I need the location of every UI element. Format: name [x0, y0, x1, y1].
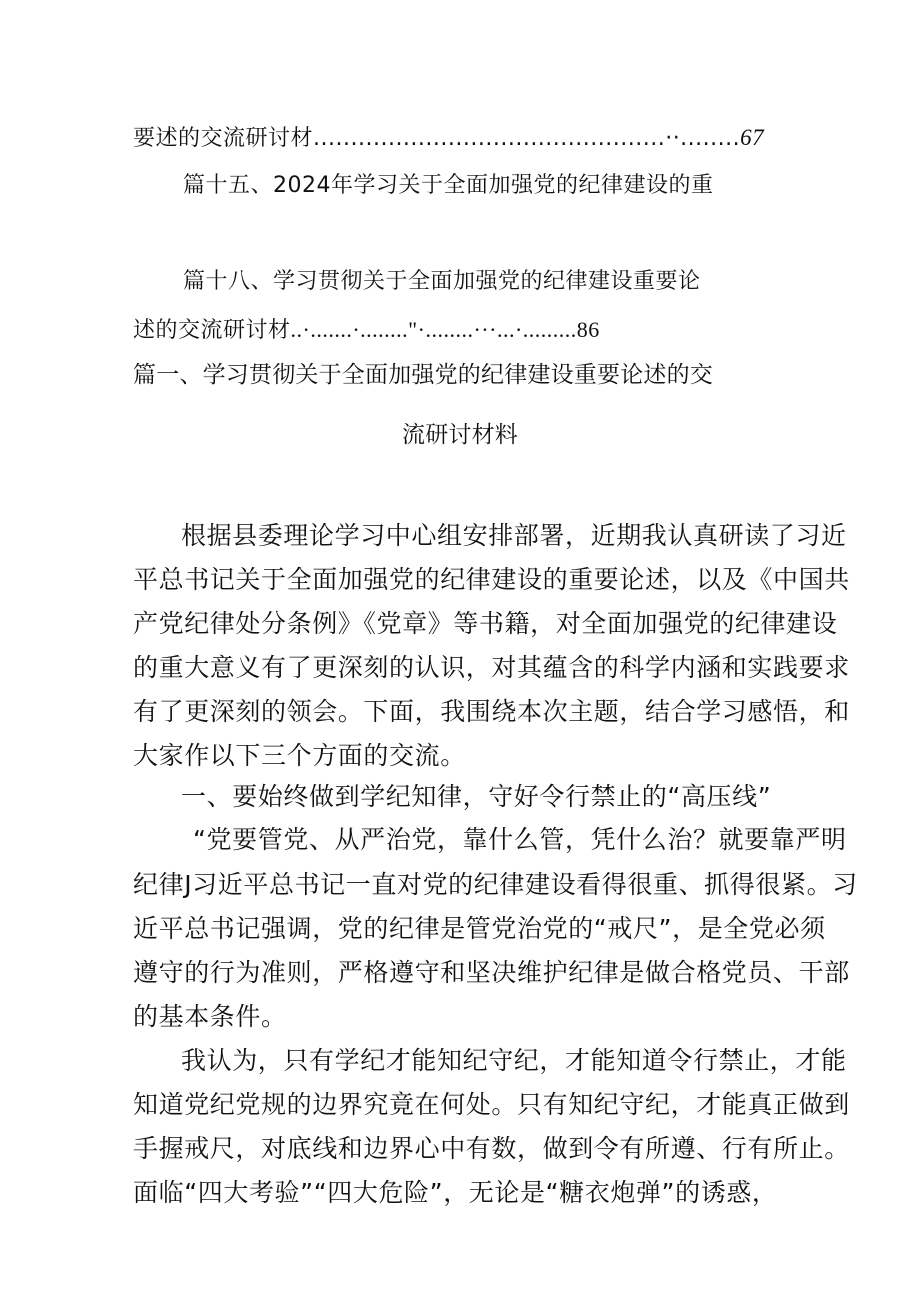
body-line: 根据县委理论学习中心组安排部署，近期我认真研读了习近	[181, 521, 847, 550]
article-title-line-2-text: 流研讨材料	[402, 422, 518, 448]
toc-page-number: 86	[576, 317, 600, 342]
body-line: 纪律J习近平总书记一直对党的纪律建设看得很重、抓得很紧。习	[133, 870, 858, 899]
toc-leader-dots: ..·.......·........"·........···...·.........	[290, 317, 577, 342]
toc-entry-text: 述的交流研讨材	[133, 318, 291, 343]
article-title-line-1: 篇一、学习贯彻关于全面加强党的纪律建设重要论述的交	[133, 362, 713, 388]
body-line: 遵守的行为准则，严格遵守和坚决维护纪律是做合格党员、干部	[133, 958, 850, 987]
toc-entry	[133, 313, 600, 348]
toc-entry	[183, 265, 701, 299]
body-line: 面临“四大考验”“四大危险”，无论是“糖衣炮弹”的诱惑，	[133, 1178, 778, 1207]
body-line: 近平总书记强调，党的纪律是管党治党的“戒尺”，是全党必须	[133, 914, 826, 943]
body-line: 的基本条件。	[133, 1002, 287, 1031]
body-line: 知道党纪党规的边界究竟在何处。只有知纪守纪，才能真正做到	[133, 1090, 850, 1119]
article-title-line-2	[0, 418, 920, 452]
body-line: 我认为，只有学纪才能知纪守纪，才能知道令行禁止，才能	[181, 1046, 847, 1075]
toc-leader-dots: ...............................................··........	[313, 126, 741, 151]
toc-entry-text: 篇十五、2024年学习关于全面加强党的纪律建设的重	[183, 173, 714, 198]
body-line: 大家作以下三个方面的交流。	[133, 741, 466, 770]
body-line: 平总书记关于全面加强党的纪律建设的重要论述，以及《中国共	[133, 565, 850, 594]
body-line: 有了更深刻的领会。下面，我围绕本次主题，结合学习感悟，和	[133, 697, 850, 726]
toc-entry-text: 要述的交流研讨材	[133, 126, 314, 151]
body-line: “党要管党、从严治党，靠什么管，凭什么治？就要靠严明	[193, 825, 847, 854]
body-line: 的重大意义有了更深刻的认识，对其蕴含的科学内涵和实践要求	[133, 653, 850, 682]
body-line: 产党纪律处分条例》《党章》等书籍，对全面加强党的纪律建设	[133, 609, 838, 638]
toc-entry	[183, 169, 714, 203]
toc-entry-text: 篇十八、学习贯彻关于全面加强党的纪律建设重要论	[183, 269, 701, 294]
toc-entry	[133, 121, 764, 156]
body-line: 手握戒尺，对底线和边界心中有数，做到令有所遵、行有所止。	[133, 1134, 850, 1163]
article-title	[133, 358, 713, 392]
toc-page-number: 67	[740, 125, 765, 150]
section-heading: 一、要始终做到学纪知律，守好令行禁止的“高压线”	[181, 782, 772, 811]
